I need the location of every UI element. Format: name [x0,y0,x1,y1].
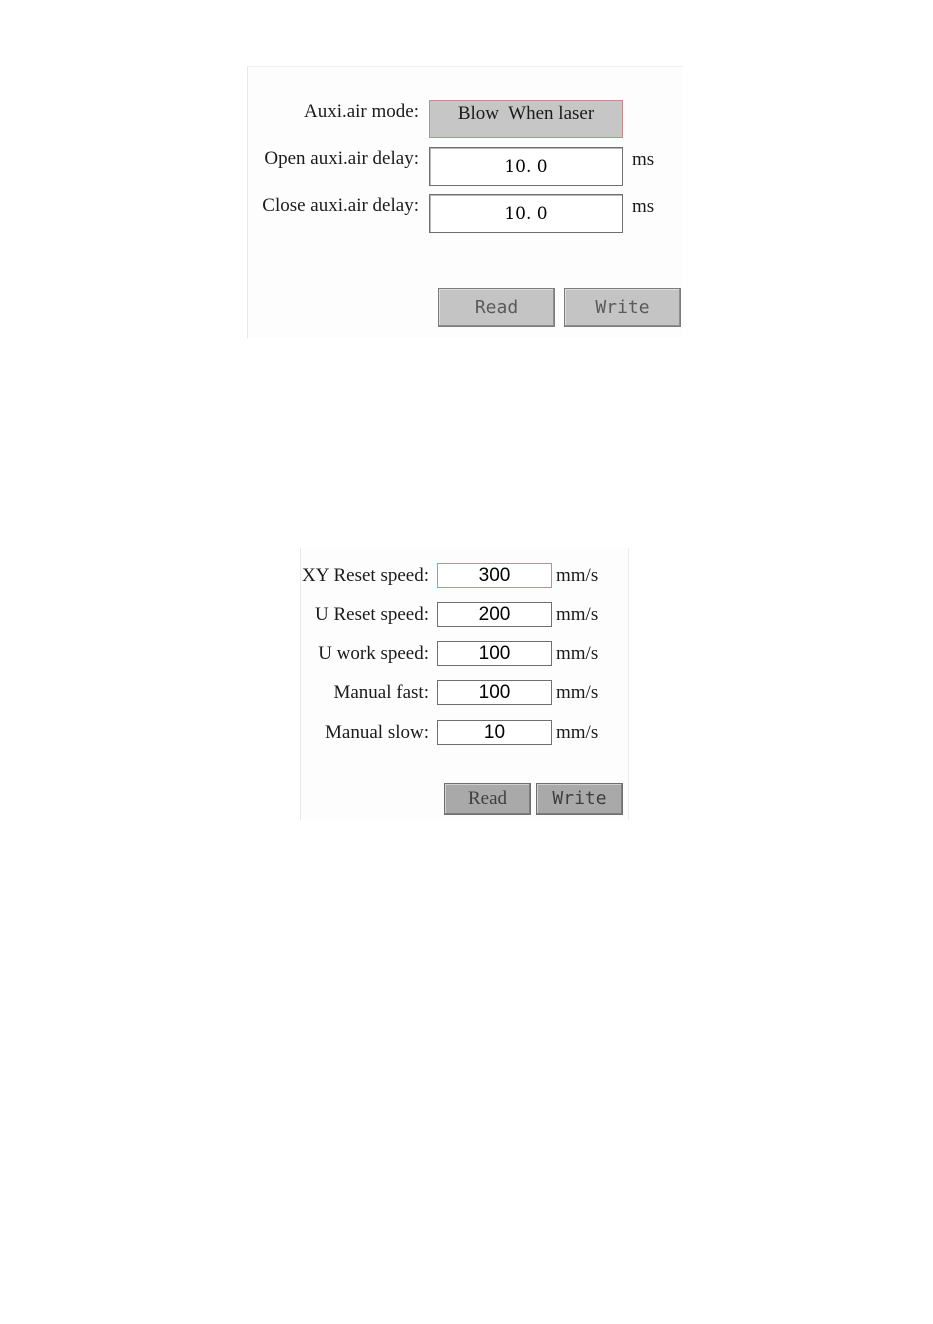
u-work-speed-unit: mm/s [556,643,599,664]
manual-slow-unit: mm/s [556,722,599,743]
open-aux-air-delay-unit: ms [632,149,655,170]
manual-slow-input[interactable] [437,720,552,745]
open-aux-air-delay-input[interactable] [429,147,623,186]
close-aux-air-delay-unit: ms [632,196,655,217]
aux-air-mode-button[interactable]: Blow When laser [429,100,623,138]
xy-reset-speed-unit: mm/s [556,565,599,586]
aux-air-settings-panel [247,66,683,338]
aux-air-read-button[interactable]: Read [438,288,555,327]
open-aux-air-delay-label: Open auxi.air delay: [264,148,419,169]
manual-fast-input[interactable] [437,680,552,705]
manual-slow-label: Manual slow: [325,722,429,743]
manual-fast-unit: mm/s [556,682,599,703]
speed-read-button[interactable]: Read [444,783,531,815]
xy-reset-speed-label: XY Reset speed: [302,565,429,586]
manual-fast-label: Manual fast: [333,682,429,703]
u-work-speed-input[interactable] [437,641,552,666]
u-work-speed-label: U work speed: [318,643,429,664]
u-reset-speed-label: U Reset speed: [315,604,429,625]
aux-air-write-button[interactable]: Write [564,288,681,327]
u-reset-speed-unit: mm/s [556,604,599,625]
close-aux-air-delay-input[interactable] [429,194,623,233]
speed-settings-panel [300,548,629,820]
aux-air-mode-label: Auxi.air mode: [303,101,419,122]
u-reset-speed-input[interactable] [437,602,552,627]
close-aux-air-delay-label: Close auxi.air delay: [262,195,419,216]
speed-write-button[interactable]: Write [536,783,623,815]
xy-reset-speed-input[interactable] [437,563,552,588]
